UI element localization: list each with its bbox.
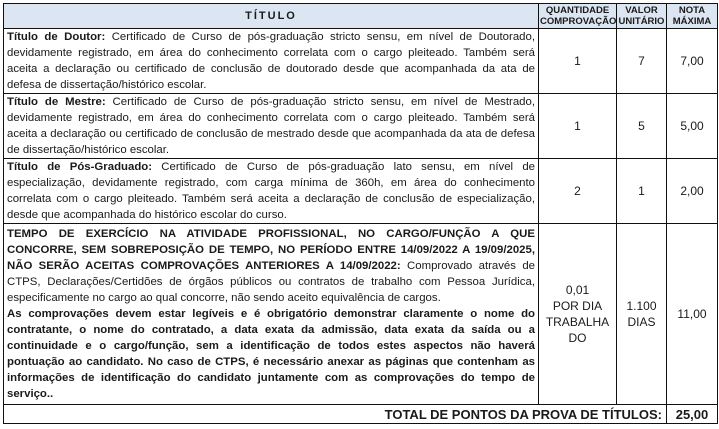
table-row <box>4 94 718 159</box>
row-description <box>4 94 539 159</box>
header-nota-line2: MÁXIMA <box>672 16 712 27</box>
row-valor: 1 <box>617 159 667 224</box>
header-quantidade <box>539 4 617 29</box>
row-label: TEMPO DE EXERCÍCIO NA ATIVIDADE PROFISSIONAL, NO CARGO/FUNÇÃO A QUE CONCORRE, SEM SOBREPOSIÇÃO DE TEMPO, NO PERÍODO ENTRE 14/09/2022 A 19/09/2025, NÃO SERÃO ACEITAS COMPROVAÇÕES ANTERIORES A 14/09/2022: <box>7 228 535 272</box>
header-nota-line1: NOTA <box>678 5 706 16</box>
row-valor <box>617 224 667 405</box>
row-note: As comprovações devem estar legíveis e é obrigatório demonstrar claramente o nome do contratante, o nome do contratado, a data exata da admissão, data exata da saída ou a continuidade e o cargo/função, sem a identificação de todos estes aspectos não haverá pontuação ao candidato. No caso de CTPS, é necessário anexar as páginas que contenham as informações de identificação do candidato juntamente com as comprovações do tempo de serviço.. <box>7 308 535 400</box>
row-valor-line1: 1.100 <box>626 299 657 313</box>
table-row <box>4 29 718 94</box>
row-quantidade: 1 <box>539 29 617 94</box>
row-description <box>4 29 539 94</box>
row-quantidade: 2 <box>539 159 617 224</box>
row-text: Certificado de Curso de pós-graduação stricto sensu, em nível de Doutorado, devidamente registrado, em área do conhecimento correlata com o cargo pleiteado. Também será aceita a declaração ou certificado de conclusão de doutorado desde que acompanhada da ata de defesa de dissertação/histórico escolar. <box>7 31 535 91</box>
row-text: Certificado de Curso de pós-graduação lato sensu, em nível de especialização, devidamente registrado, com carga mínima de 360h, em área do conhecimento correlata com o cargo pleiteado. Também será aceita a declaração de conclusão de especialização, desde que acompanhada do histórico escolar do curso. <box>7 161 535 221</box>
total-value: 25,00 <box>667 405 718 424</box>
header-quantidade-line2: COMPROVAÇÃO <box>540 16 617 27</box>
row-nota: 11,00 <box>667 224 718 405</box>
row-paragraph <box>7 226 535 306</box>
row-text: Certificado de Curso de pós-graduação stricto sensu, em nível de Mestrado, devidamente registrado, em área do conhecimento correlata com o cargo pleiteado. Também será aceita a declaração ou certificado de conclusão de mestrado desde que acompanhada da ata de defesa de dissertação/histórico escolar. <box>7 96 535 156</box>
header-titulo: TÍTULO <box>4 4 539 29</box>
titles-score-table <box>3 3 718 424</box>
row-description <box>4 224 539 405</box>
row-text: Comprovado através de CTPS, Declarações/Certidões de órgãos públicos ou contratos de trabalho com Pessoa Jurídica, especificamente no cargo ao qual concorre, não sendo aceito equivalência de cargos. <box>7 260 535 304</box>
row-label: Título de Pós-Graduado: <box>7 161 153 173</box>
row-quantidade-line1: 0,01 <box>565 283 590 297</box>
row-quantidade-line3: TRABALHA <box>545 315 610 329</box>
row-quantidade <box>539 224 617 405</box>
total-label: TOTAL DE PONTOS DA PROVA DE TÍTULOS: <box>4 405 667 424</box>
row-nota: 2,00 <box>667 159 718 224</box>
header-row <box>4 4 718 29</box>
row-label: Título de Mestre: <box>7 96 106 108</box>
row-valor: 7 <box>617 29 667 94</box>
header-nota <box>667 4 718 29</box>
header-valor-line1: VALOR <box>625 5 658 16</box>
total-row <box>4 405 718 424</box>
header-quantidade-line1: QUANTIDADE <box>545 5 610 16</box>
row-valor-line2: DIAS <box>627 315 656 329</box>
row-nota: 5,00 <box>667 94 718 159</box>
header-valor <box>617 4 667 29</box>
row-label: Título de Doutor: <box>7 31 106 43</box>
row-quantidade-line4: DO <box>568 331 587 345</box>
row-description <box>4 159 539 224</box>
row-quantidade: 1 <box>539 94 617 159</box>
row-nota: 7,00 <box>667 29 718 94</box>
header-valor-line2: UNITÁRIO <box>618 16 665 27</box>
row-quantidade-line2: POR DIA <box>552 299 603 313</box>
table-row <box>4 224 718 405</box>
table-row <box>4 159 718 224</box>
row-valor: 5 <box>617 94 667 159</box>
